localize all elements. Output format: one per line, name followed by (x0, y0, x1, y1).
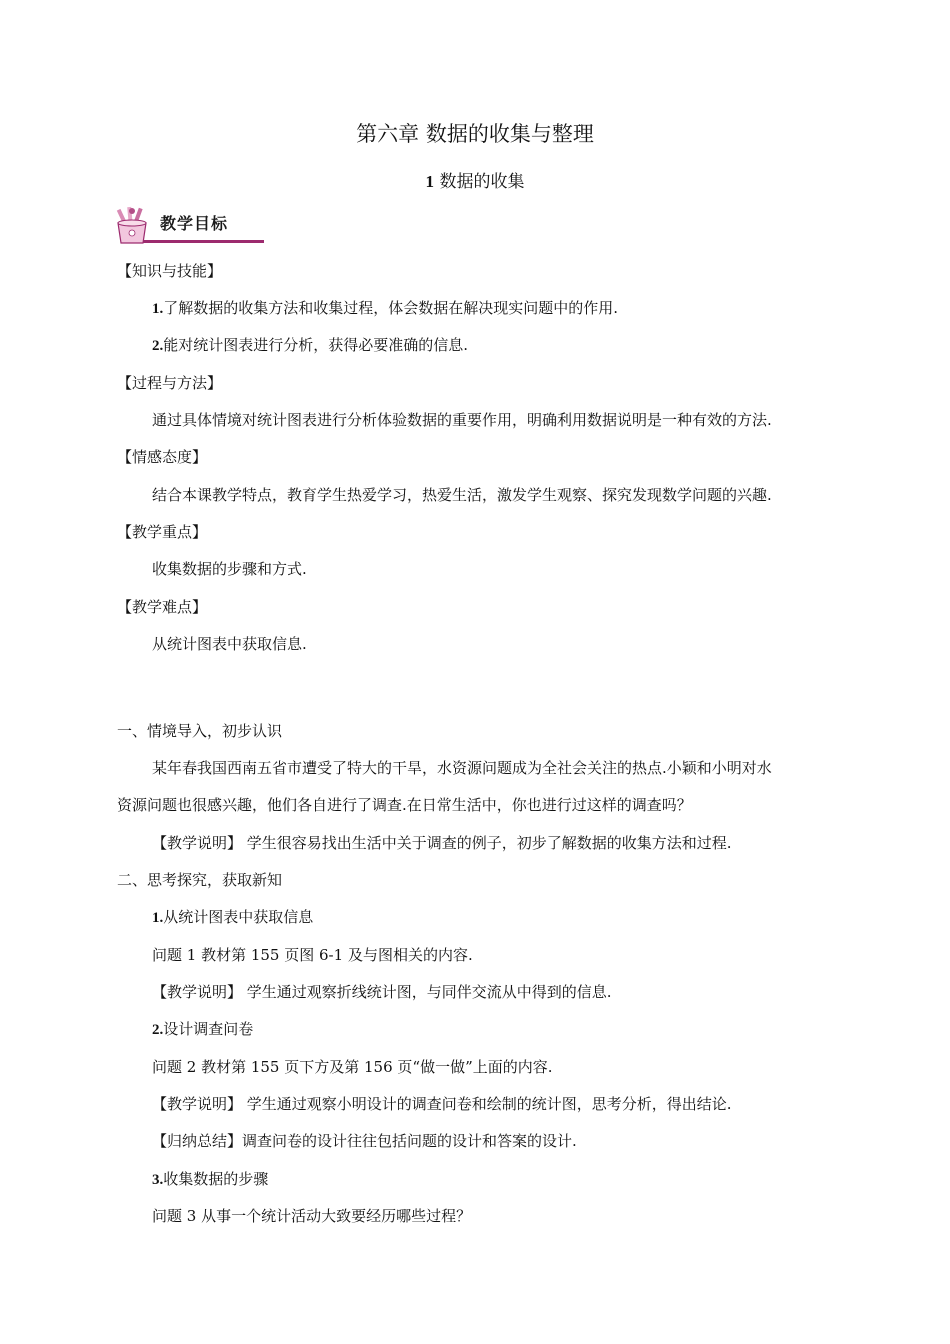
process-text: 通过具体情境对统计图表进行分析体验数据的重要作用，明确利用数据说明是一种有效的方法. (152, 411, 772, 429)
difficulty-heading: 【教学难点】 (117, 598, 208, 616)
question-3 (152, 1206, 471, 1226)
question-text: 教材第 155 页下方及第 156 页“做一做”上面的内容. (196, 1058, 553, 1076)
item-number: 3. (152, 1172, 164, 1188)
note-1: 【教学说明】 学生通过观察折线统计图，与同伴交流从中得到的信息. (152, 983, 612, 1001)
subtitle-number: 1 (425, 172, 435, 191)
section1-heading: 一、情境导入，初步认识 (117, 722, 283, 740)
subsection-1 (152, 907, 313, 928)
question-label: 问题 1 (152, 946, 197, 964)
process-heading: 【过程与方法】 (117, 374, 223, 392)
section1-para-line2: 资源问题也很感兴趣，他们各自进行了调查.在日常生活中，你也进行过这样的调查吗？ (117, 796, 692, 814)
item-text: 了解数据的收集方法和收集过程，体会数据在解决现实问题中的作用. (163, 299, 619, 317)
note-2: 【教学说明】 学生通过观察小明设计的调查问卷和绘制的统计图，思考分析，得出结论. (152, 1095, 732, 1113)
knowledge-heading: 【知识与技能】 (117, 262, 223, 280)
item-text: 收集数据的步骤 (163, 1170, 269, 1188)
question-2 (152, 1057, 553, 1077)
question-1 (152, 945, 473, 965)
question-text: 从事一个统计活动大致要经历哪些过程？ (196, 1207, 472, 1225)
item-number: 1. (152, 301, 164, 317)
emotion-text: 结合本课教学特点，教育学生热爱学习，热爱生活，激发学生观察、探究发现数学问题的兴趣. (152, 486, 772, 504)
keypoint-heading: 【教学重点】 (117, 523, 208, 541)
question-text: 教材第 155 页图 6-1 及与图相关的内容. (196, 946, 473, 964)
knowledge-item-1 (152, 298, 618, 319)
badge-label: 教学目标 (160, 214, 229, 233)
subsection-3 (152, 1169, 268, 1190)
section-subtitle (0, 170, 950, 194)
summary: 【归纳总结】调查问卷的设计往往包括问题的设计和答案的设计. (152, 1132, 577, 1150)
item-text: 从统计图表中获取信息 (163, 908, 314, 926)
subtitle-text: 数据的收集 (434, 172, 525, 192)
keypoint-text: 收集数据的步骤和方式. (152, 560, 307, 578)
item-number: 1. (152, 910, 164, 926)
section1-note: 【教学说明】 学生很容易找出生活中关于调查的例子，初步了解数据的收集方法和过程. (152, 834, 732, 852)
item-number: 2. (152, 338, 164, 354)
page-title: 第六章 数据的收集与整理 (356, 122, 594, 146)
emotion-heading: 【情感态度】 (117, 448, 208, 466)
section1-para-line1: 某年春我国西南五省市遭受了特大的干旱，水资源问题成为全社会关注的热点.小颖和小明对水 (152, 759, 772, 777)
question-label: 问题 3 (152, 1207, 197, 1225)
item-text: 设计调查问卷 (163, 1020, 254, 1038)
difficulty-text: 从统计图表中获取信息. (152, 635, 307, 653)
question-label: 问题 2 (152, 1058, 197, 1076)
section2-heading: 二、思考探究，获取新知 (117, 871, 283, 889)
subsection-2 (152, 1019, 253, 1040)
item-number: 2. (152, 1022, 164, 1038)
item-text: 能对统计图表进行分析，获得必要准确的信息. (163, 336, 469, 354)
knowledge-item-2 (152, 335, 468, 356)
